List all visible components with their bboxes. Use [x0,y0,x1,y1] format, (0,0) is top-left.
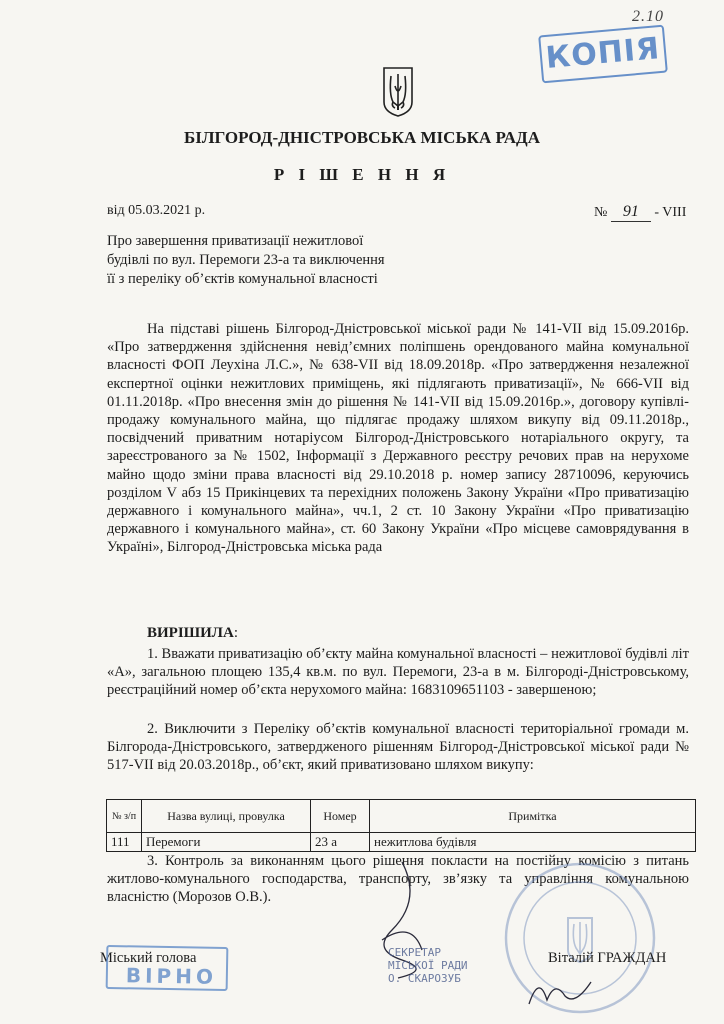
resolved-heading: ВИРІШИЛА: [147,625,238,641]
column-header-note: Примітка [370,800,696,833]
decision-number [594,203,686,222]
cell-number: 111 [107,833,142,852]
number-handwritten: 91 [611,203,651,222]
column-header-street: Назва вулиці, провулка [142,800,311,833]
resolution-item-3: 3. Контроль за виконанням цього рішення покласти на постійну комісію з питань житлово-комунального господарства, транспорту, зв’язку та управління комунальною власністю (Морозов О.В.). [107,853,689,906]
trident-coat-of-arms-icon [381,66,415,118]
cell-street: Перемоги [142,833,311,852]
secretary-stamp-line: МІСЬКОЇ РАДИ [388,959,468,972]
resolution-item-2: 2. Виключити з Переліку об’єктів комунальної власності територіальної громади м. Білгорода-Дністровського, затвердженого рішенням Білгород-Дністровської міської ради № 517-VII від 20.03.2018р., об’єкт, який приватизовано шляхом викупу: [107,721,689,774]
objects-table [106,799,696,852]
true-copy-stamp [106,945,229,991]
subject-line: будівлі по вул. Перемоги 23-а та виключення [107,252,385,268]
decision-date: від 05.03.2021 р. [107,203,206,218]
decision-title: Р І Ш Е Н Н Я [273,165,451,184]
table-header-row [107,800,696,833]
mayor-name: Віталій ГРАЖДАН [548,950,667,966]
subject-line: Про завершення приватизації нежитлової [107,233,364,249]
subject-line: її з переліку об’єктів комунальної власності [107,271,378,287]
mayor-label: Міський голова [100,950,197,966]
table-row [107,833,696,852]
copy-stamp: КОПІЯ [538,25,668,84]
decision-subject [107,232,467,289]
cell-building: 23 а [311,833,370,852]
council-name: БІЛГОРОД-ДНІСТРОВСЬКА МІСЬКА РАДА [183,128,540,147]
resolved-label: ВИРІШИЛА [147,625,234,641]
secretary-stamp [388,946,512,985]
mayor-signature-icon [525,970,595,1010]
preamble-paragraph: На підставі рішень Білгород-Дністровської міської ради № 141-VII від 15.09.2016р. «Про затвердження здійснення невід’ємних поліпшень орендованого майна комунальної власності ФОП Леухіна Л.С.», № 638-VII від 18.09.2018р. «Про затвердження незалежної експертної оцінки нежитлових приміщень, які підлягають приватизації», № 666-VII від 01.11.2018р. «Про внесення змін до рішення № 141-VII від 15.09.2016р.», договору купівлі-продажу комунального майна, що підлягає продажу шляхом викупу від 09.11.2018р., посвідчений приватним нотаріусом Білгород-Дністровського нотаріального округу, та зареєстрованого за № 1502, Інформації з Державного реєстру речових прав на нерухоме майно щодо зміни права власності від 29.10.2018 р. номер запису 28710096, керуючись розділом V абз 15 Прикінцевих та перехідних положень Закону України «Про приватизацію державного і комунального майна», чч.1, 2 ст. 10 Закону України «Про приватизацію державного і комунального майна», ст. 60 Закону України «Про місцеве самоврядування в Україні», Білгород-Дністровська міська рада [107,321,689,556]
secretary-stamp-line: О. СКАРОЗУБ [388,972,461,985]
cell-note: нежитлова будівля [370,833,696,852]
number-suffix: - VIII [654,205,687,220]
true-copy-stamp-text: ВІРНО [125,963,218,989]
column-header-building: Номер [311,800,370,833]
resolution-item-1: 1. Вважати приватизацію об’єкту майна комунальної власності – нежитлової будівлі літ «А», загальною площею 135,4 кв.м. по вул. Перемоги, 23-а в м. Білгороді-Дністровському, реєстраційний номер об’єкта нерухомого майна: 1683109651103 - завершеною; [107,646,689,699]
secretary-stamp-line: СЕКРЕТАР [388,946,441,959]
handwritten-note: 2.10 [632,8,664,25]
number-prefix: № [594,205,608,220]
column-header-number: № з/п [107,800,142,833]
